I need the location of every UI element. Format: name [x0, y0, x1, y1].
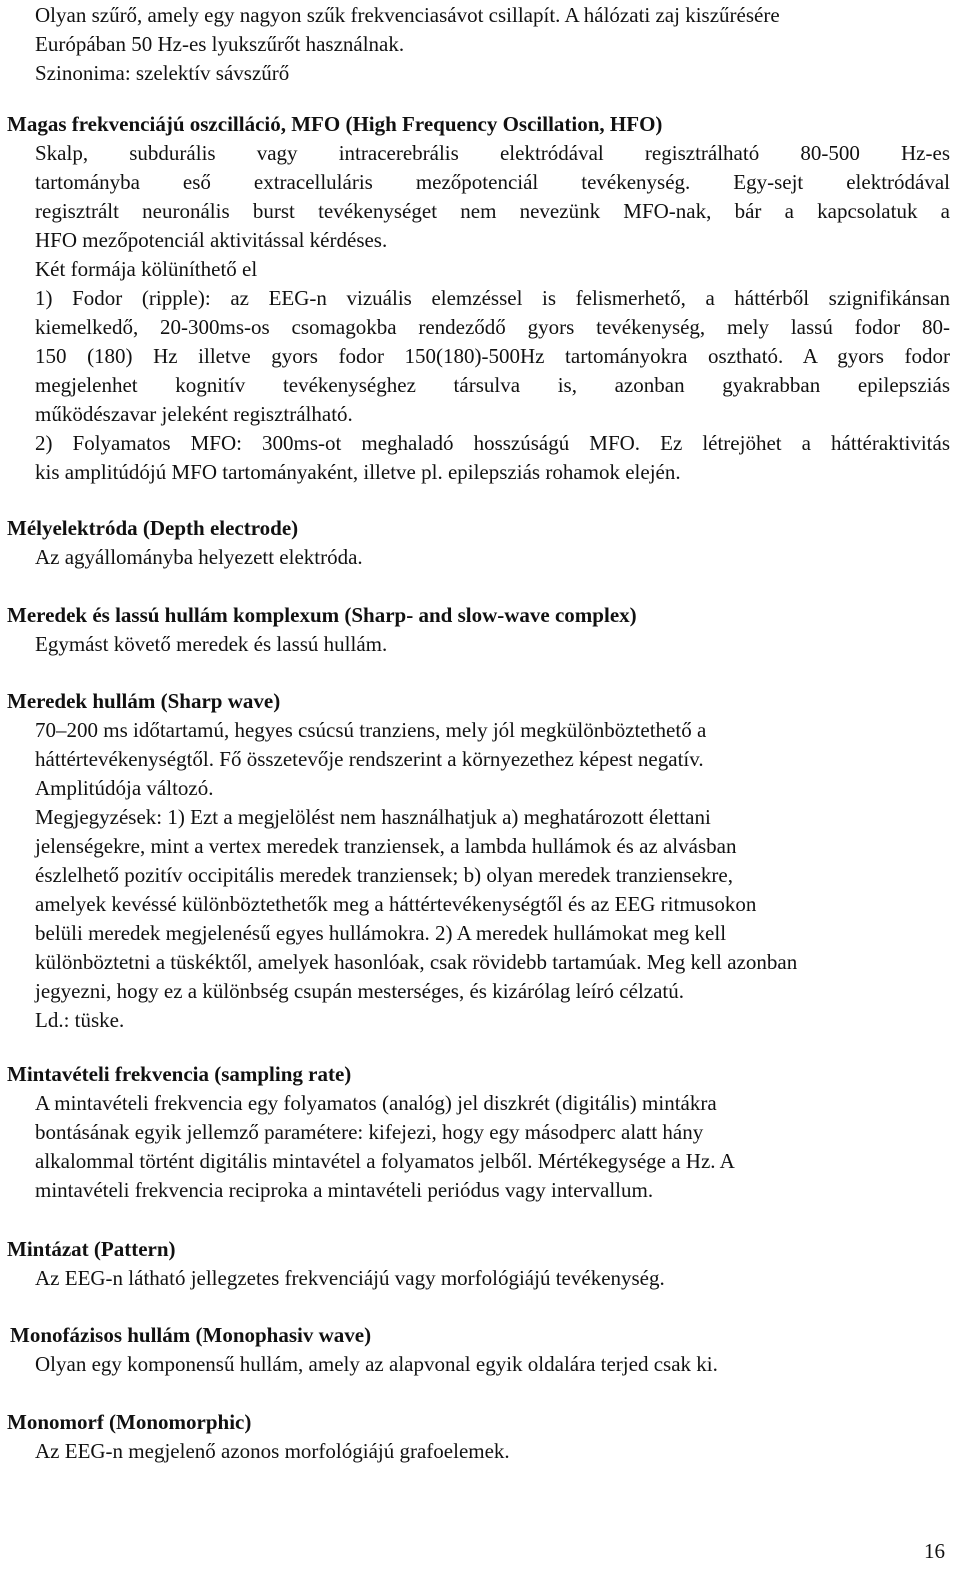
- entry-heading: Meredek hullám (Sharp wave): [7, 689, 281, 713]
- text-line: jelenségekre, mint a vertex meredek tranziensek, a lambda hullámok és az alvásban: [35, 834, 737, 858]
- text-line: bontásának egyik jellemző paramétere: kifejezi, hogy egy másodperc alatt hány: [35, 1120, 704, 1144]
- text-line: Amplitúdója változó.: [35, 776, 214, 800]
- text-line: Az EEG-n megjelenő azonos morfológiájú grafoelemek.: [35, 1439, 510, 1463]
- entry-heading: Mélyelektróda (Depth electrode): [7, 516, 299, 540]
- text-line: 2) Folyamatos MFO: 300ms-ot meghaladó hosszúságú MFO. Ez létrejöhet a háttéraktivitás: [35, 431, 950, 455]
- text-line: Az agyállományba helyezett elektróda.: [35, 545, 363, 569]
- text-line: tartományba eső extracelluláris mezőpotenciál tevékenység. Egy-sejt elektródával: [35, 170, 950, 194]
- text-line: 150 (180) Hz illetve gyors fodor 150(180)-500Hz tartományokra osztható. A gyors fodor: [35, 344, 950, 368]
- text-line: regisztrált neuronális burst tevékenységet nem nevezünk MFO-nak, bár a kapcsolatuk a: [35, 199, 950, 223]
- text-line: mintavételi frekvencia reciproka a mintavételi periódus vagy intervallum.: [35, 1178, 654, 1202]
- text-line: amelyek kevéssé különböztethetők meg a háttértevékenységtől és az EEG ritmusokon: [35, 892, 757, 916]
- text-line: Olyan szűrő, amely egy nagyon szűk frekvenciasávot csillapít. A hálózati zaj kiszűrésére: [35, 3, 780, 27]
- entry-heading: Monomorf (Monomorphic): [7, 1410, 252, 1434]
- text-line: belüli meredek megjelenésű egyes hullámokra. 2) A meredek hullámokat meg kell: [35, 921, 727, 945]
- text-line: HFO mezőpotenciál aktivitással kérdéses.: [35, 228, 388, 252]
- text-line: különböztetni a tüskéktől, amelyek hasonlóak, csak rövidebb tartamúak. Meg kell azonban: [35, 950, 798, 974]
- text-line: Két formája kölüníthető el: [35, 257, 258, 281]
- entry-heading: Mintavételi frekvencia (sampling rate): [7, 1062, 352, 1086]
- text-line: Megjegyzések: 1) Ezt a megjelölést nem használhatjuk a) meghatározott élettani: [35, 805, 711, 829]
- text-line: alkalommal történt digitális mintavétel a folyamatos jelből. Mértékegysége a Hz. A: [35, 1149, 735, 1173]
- entry-heading: Meredek és lassú hullám komplexum (Sharp- and slow-wave complex): [7, 603, 637, 627]
- text-line: Ld.: tüske.: [35, 1008, 125, 1032]
- page-number: 16: [924, 1539, 945, 1563]
- text-line: kis amplitúdójú MFO tartományaként, illetve pl. epilepsziás rohamok elején.: [35, 460, 681, 484]
- entry-heading: Mintázat (Pattern): [7, 1237, 176, 1261]
- text-line: Az EEG-n látható jellegzetes frekvenciájú vagy morfológiájú tevékenység.: [35, 1266, 665, 1290]
- text-line: Egymást követő meredek és lassú hullám.: [35, 632, 388, 656]
- entry-heading: Magas frekvenciájú oszcilláció, MFO (High Frequency Oscillation, HFO): [7, 112, 663, 136]
- text-line: Olyan egy komponensű hullám, amely az alapvonal egyik oldalára terjed csak ki.: [35, 1352, 718, 1376]
- text-line: 1) Fodor (ripple): az EEG-n vizuális elemzéssel is felismerhető, a háttérből szignifikánsan: [35, 286, 950, 310]
- text-line: A mintavételi frekvencia egy folyamatos (analóg) jel diszkrét (digitális) mintákra: [35, 1091, 717, 1115]
- text-line: háttértevékenységtől. Fő összetevője rendszerint a környezethez képest negatív.: [35, 747, 704, 771]
- text-line: Skalp, subdurális vagy intracerebrális elektródával regisztrálható 80-500 Hz-es: [35, 141, 950, 165]
- text-line: működészavar jeleként regisztrálható.: [35, 402, 353, 426]
- text-line: kiemelkedő, 20-300ms-os csomagokba rendeződő gyors tevékenység, mely lassú fodor 80-: [35, 315, 950, 339]
- entry-heading: Monofázisos hullám (Monophasiv wave): [10, 1323, 372, 1347]
- text-line: észlelhető pozitív occipitális meredek tranziensek; b) olyan meredek tranziensekre,: [35, 863, 733, 887]
- text-line: megjelenhet kognitív tevékenységhez társulva is, azonban gyakrabban epilepsziás: [35, 373, 950, 397]
- text-line: Európában 50 Hz-es lyukszűrőt használnak.: [35, 32, 405, 56]
- text-line: jegyezni, hogy ez a különbség csupán mesterséges, és kizárólag leíró célzatú.: [35, 979, 685, 1003]
- text-line: 70–200 ms időtartamú, hegyes csúcsú tranziens, mely jól megkülönböztethető a: [35, 718, 707, 742]
- text-line: Szinonima: szelektív sávszűrő: [35, 61, 290, 85]
